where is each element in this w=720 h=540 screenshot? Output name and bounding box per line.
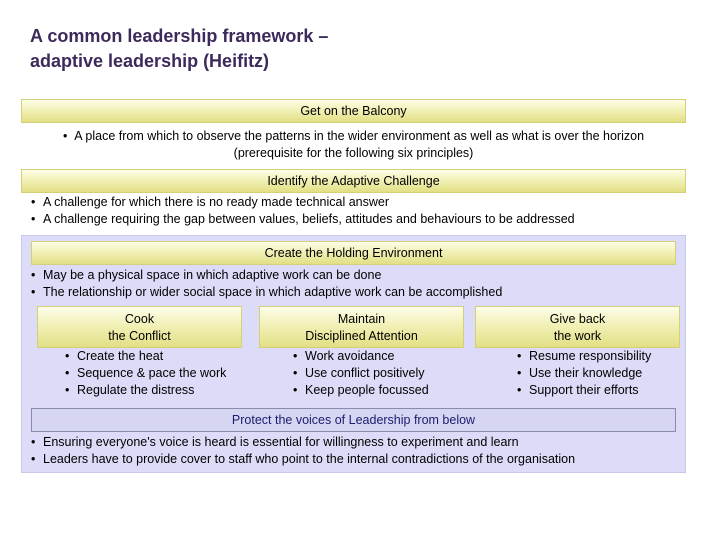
voices-heading: Protect the voices of Leadership from below [31,408,676,432]
list-item: • The relationship or wider social space in which adaptive work can be accomplished [29,284,502,301]
list-item: • A challenge requiring the gap between values, beliefs, attitudes and behaviours to be addressed [29,211,575,228]
balcony-bullet: • [62,129,75,143]
list-item: • Regulate the distress [63,382,226,399]
holding-heading: Create the Holding Environment [31,241,676,265]
cook-line-2: the Conflict [108,329,171,343]
balcony-description [21,128,686,162]
maintain-line-2: Disciplined Attention [305,329,418,343]
cook-conflict-box [37,306,242,348]
list-item: • Create the heat [63,348,226,365]
cook-list [63,348,226,399]
balcony-line-1: A place from which to observe the patterns in the wider environment as well as what is over the horizon [74,129,645,143]
list-item: • Sequence & pace the work [63,365,226,382]
challenge-heading: Identify the Adaptive Challenge [21,169,686,193]
give-back-list [515,348,651,399]
list-item: • May be a physical space in which adaptive work can be done [29,267,502,284]
give-back-work-box [475,306,680,348]
title-line-1: A common leadership framework – [30,26,329,46]
list-item: • Work avoidance [291,348,429,365]
give-back-line-1: Give back [549,312,606,326]
page-title [30,24,450,74]
list-item: • Use their knowledge [515,365,651,382]
list-item: • Use conflict positively [291,365,429,382]
voices-list [29,434,575,468]
challenge-list [29,194,575,228]
cook-line-1: Cook [124,312,155,326]
list-item: • A challenge for which there is no ready made technical answer [29,194,575,211]
maintain-line-1: Maintain [337,312,386,326]
balcony-heading: Get on the Balcony [21,99,686,123]
list-item: • Leaders have to provide cover to staff who point to the internal contradictions of the organisation [29,451,575,468]
list-item: • Resume responsibility [515,348,651,365]
balcony-line-2: (prerequisite for the following six principles) [233,146,474,160]
title-line-2: adaptive leadership (Heifitz) [30,51,270,71]
maintain-attention-box [259,306,464,348]
give-back-line-2: the work [553,329,602,343]
holding-list [29,267,502,301]
list-item: • Support their efforts [515,382,651,399]
maintain-list [291,348,429,399]
list-item: • Ensuring everyone's voice is heard is essential for willingness to experiment and learn [29,434,575,451]
list-item: • Keep people focussed [291,382,429,399]
